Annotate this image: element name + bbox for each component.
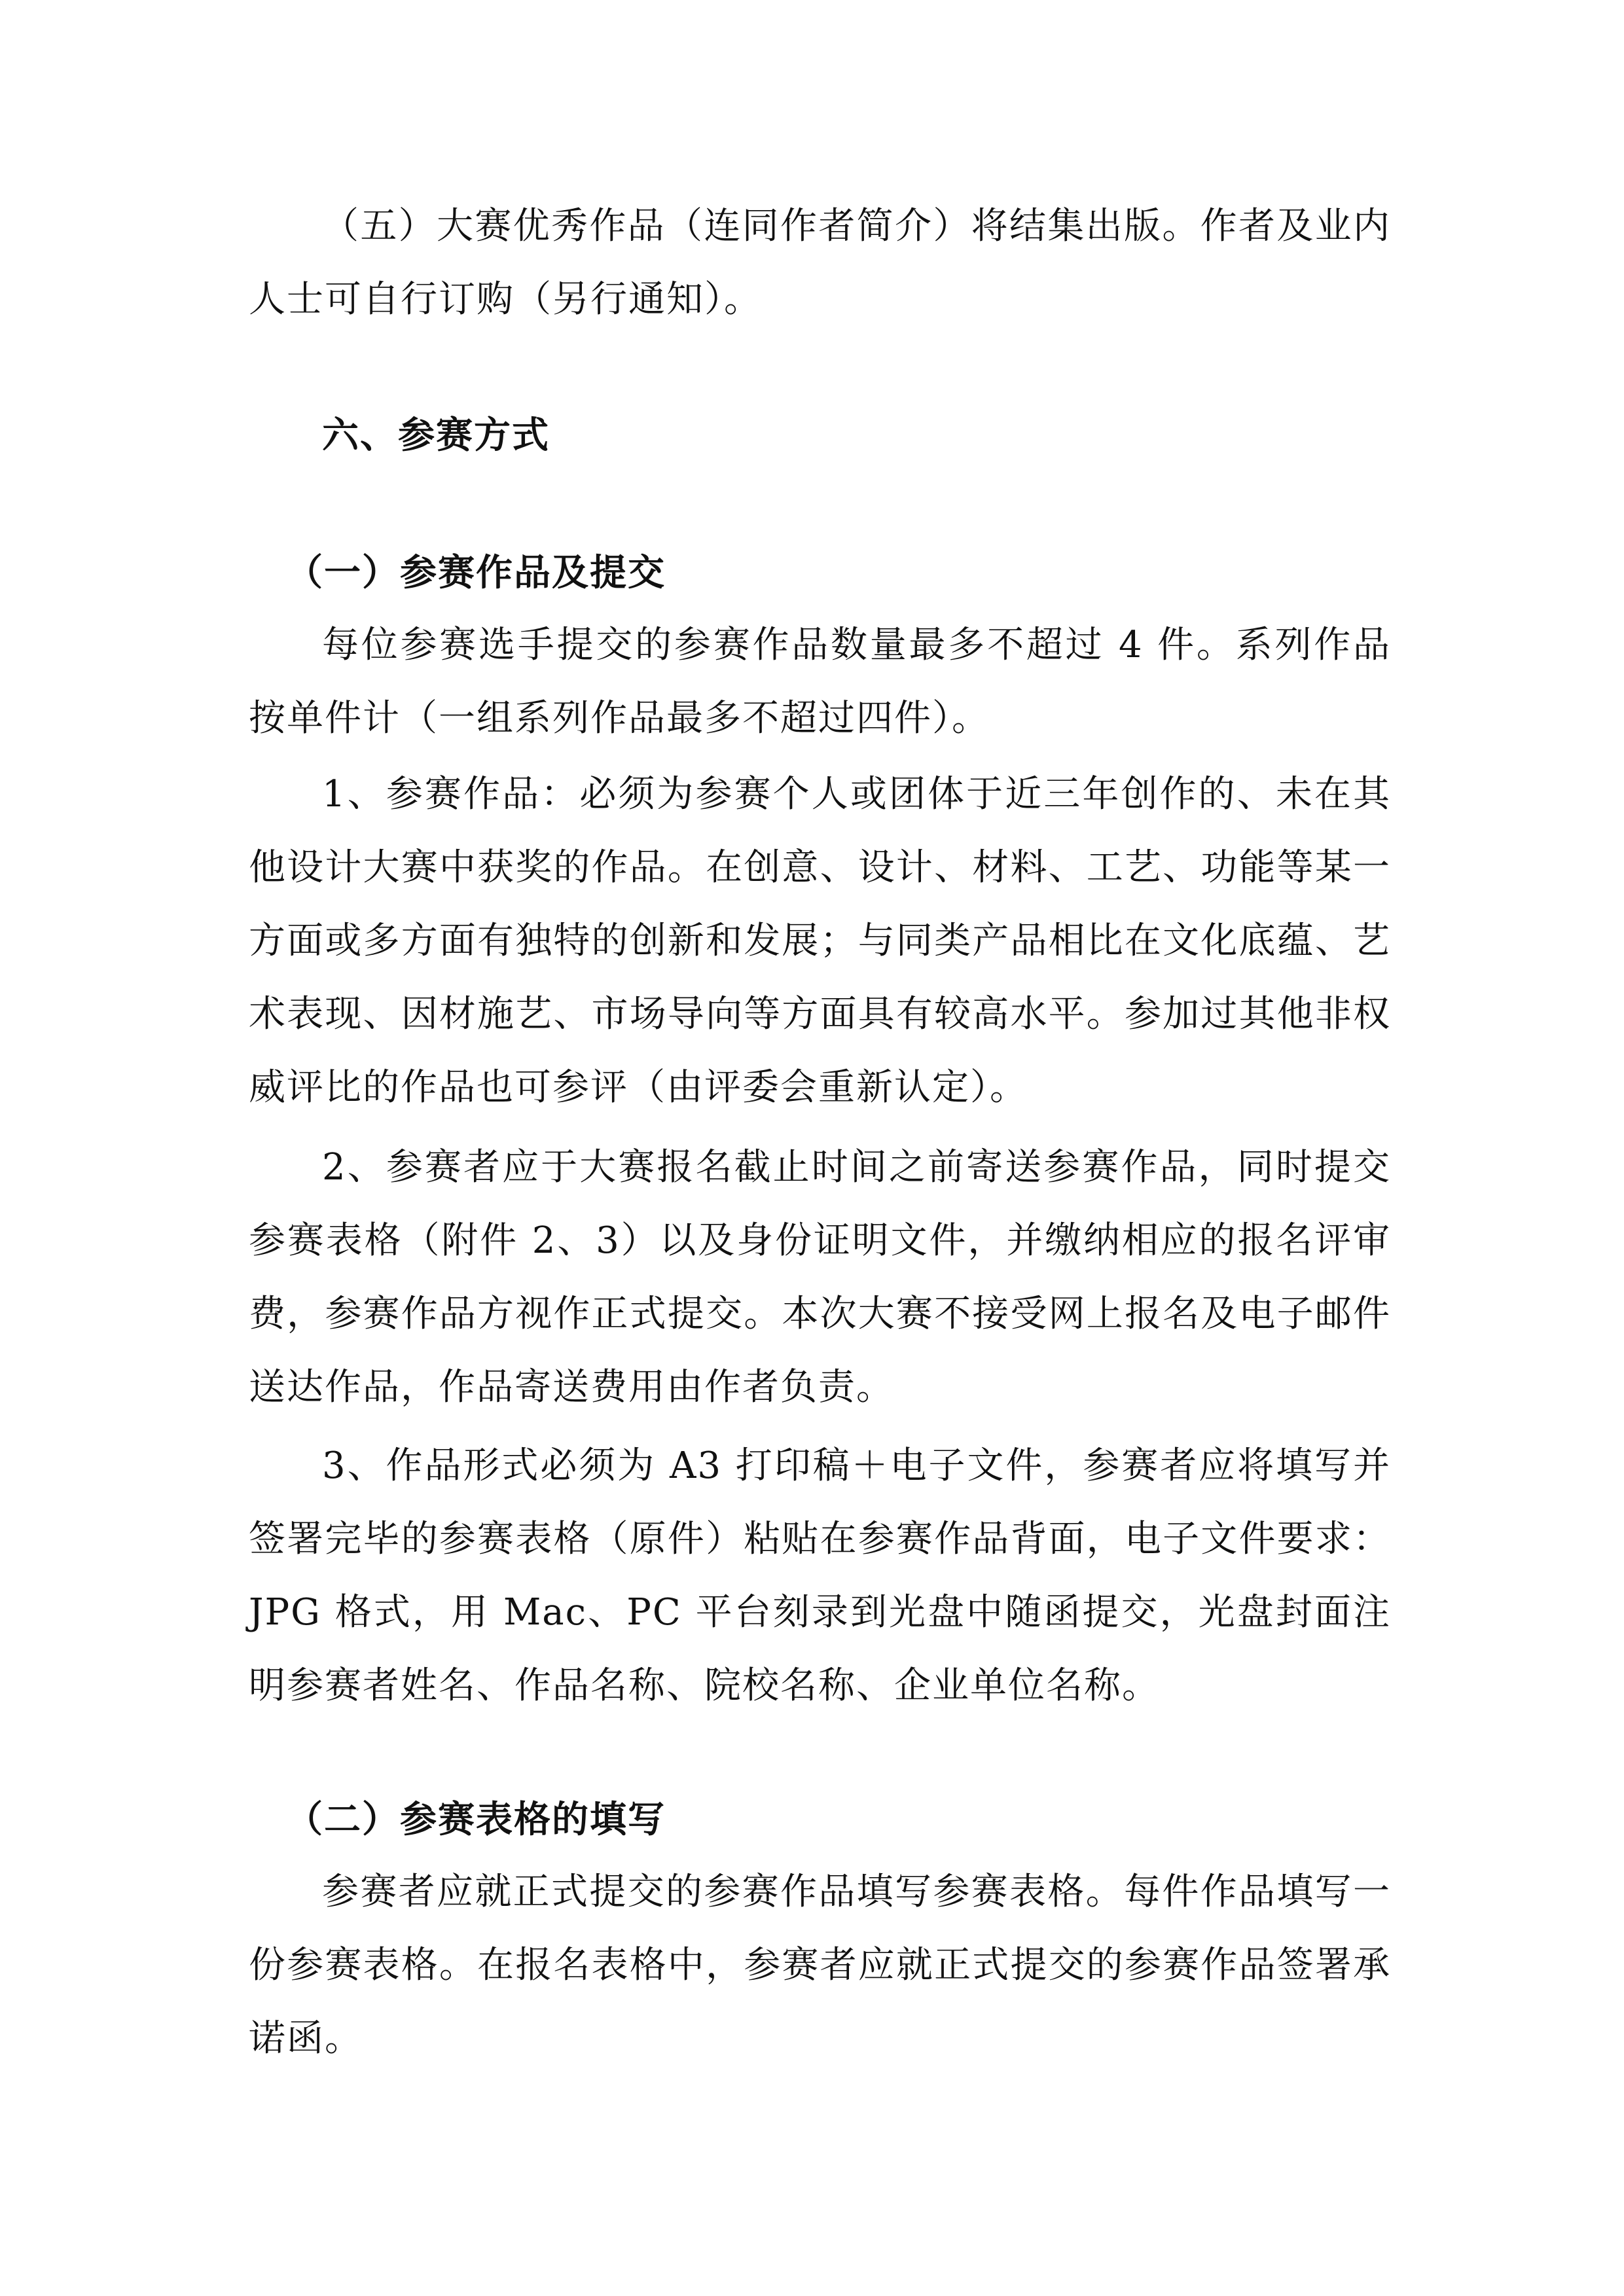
- section-6-title: 六、参赛方式: [322, 414, 550, 457]
- subsection-1-intro: 每位参赛选手提交的参赛作品数量最多不超过 4 件。系列作品按单件计（一组系列作品最多不超过四件）。: [249, 624, 1391, 740]
- paragraph-5-publication: （五）大赛优秀作品（连同作者简介）将结集出版。作者及业内人士可自行订购（另行通知）。: [249, 205, 1391, 321]
- item-3-paragraph: 3、作品形式必须为 A3 打印稿＋电子文件，参赛者应将填写并签署完毕的参赛表格（原件）粘贴在参赛作品背面，电子文件要求：JPG 格式，用 Mac、PC 平台刻录到光盘中随函提交，光盘封面注明参赛者姓名、作品名称、院校名称、企业单位名称。: [249, 1444, 1391, 1707]
- item-1-paragraph: 1、参赛作品：必须为参赛个人或团体于近三年创作的、未在其他设计大赛中获奖的作品。在创意、设计、材料、工艺、功能等某一方面或多方面有独特的创新和发展；与同类产品相比在文化底蕴、艺术表现、因材施艺、市场导向等方面具有较高水平。参加过其他非权威评比的作品也可参评（由评委会重新认定）。: [249, 773, 1391, 1109]
- subsection-2-title: （二）参赛表格的填写: [286, 1799, 666, 1841]
- subsection-1-title: （一）参赛作品及提交: [286, 552, 666, 594]
- item-2-paragraph: 2、参赛者应于大赛报名截止时间之前寄送参赛作品，同时提交参赛表格（附件 2、3）以及身份证明文件，并缴纳相应的报名评审费，参赛作品方视作正式提交。本次大赛不接受网上报名及电子邮件送达作品，作品寄送费用由作者负责。: [249, 1146, 1391, 1408]
- subsection-2-body: 参赛者应就正式提交的参赛作品填写参赛表格。每件作品填写一份参赛表格。在报名表格中，参赛者应就正式提交的参赛作品签署承诺函。: [249, 1871, 1391, 2060]
